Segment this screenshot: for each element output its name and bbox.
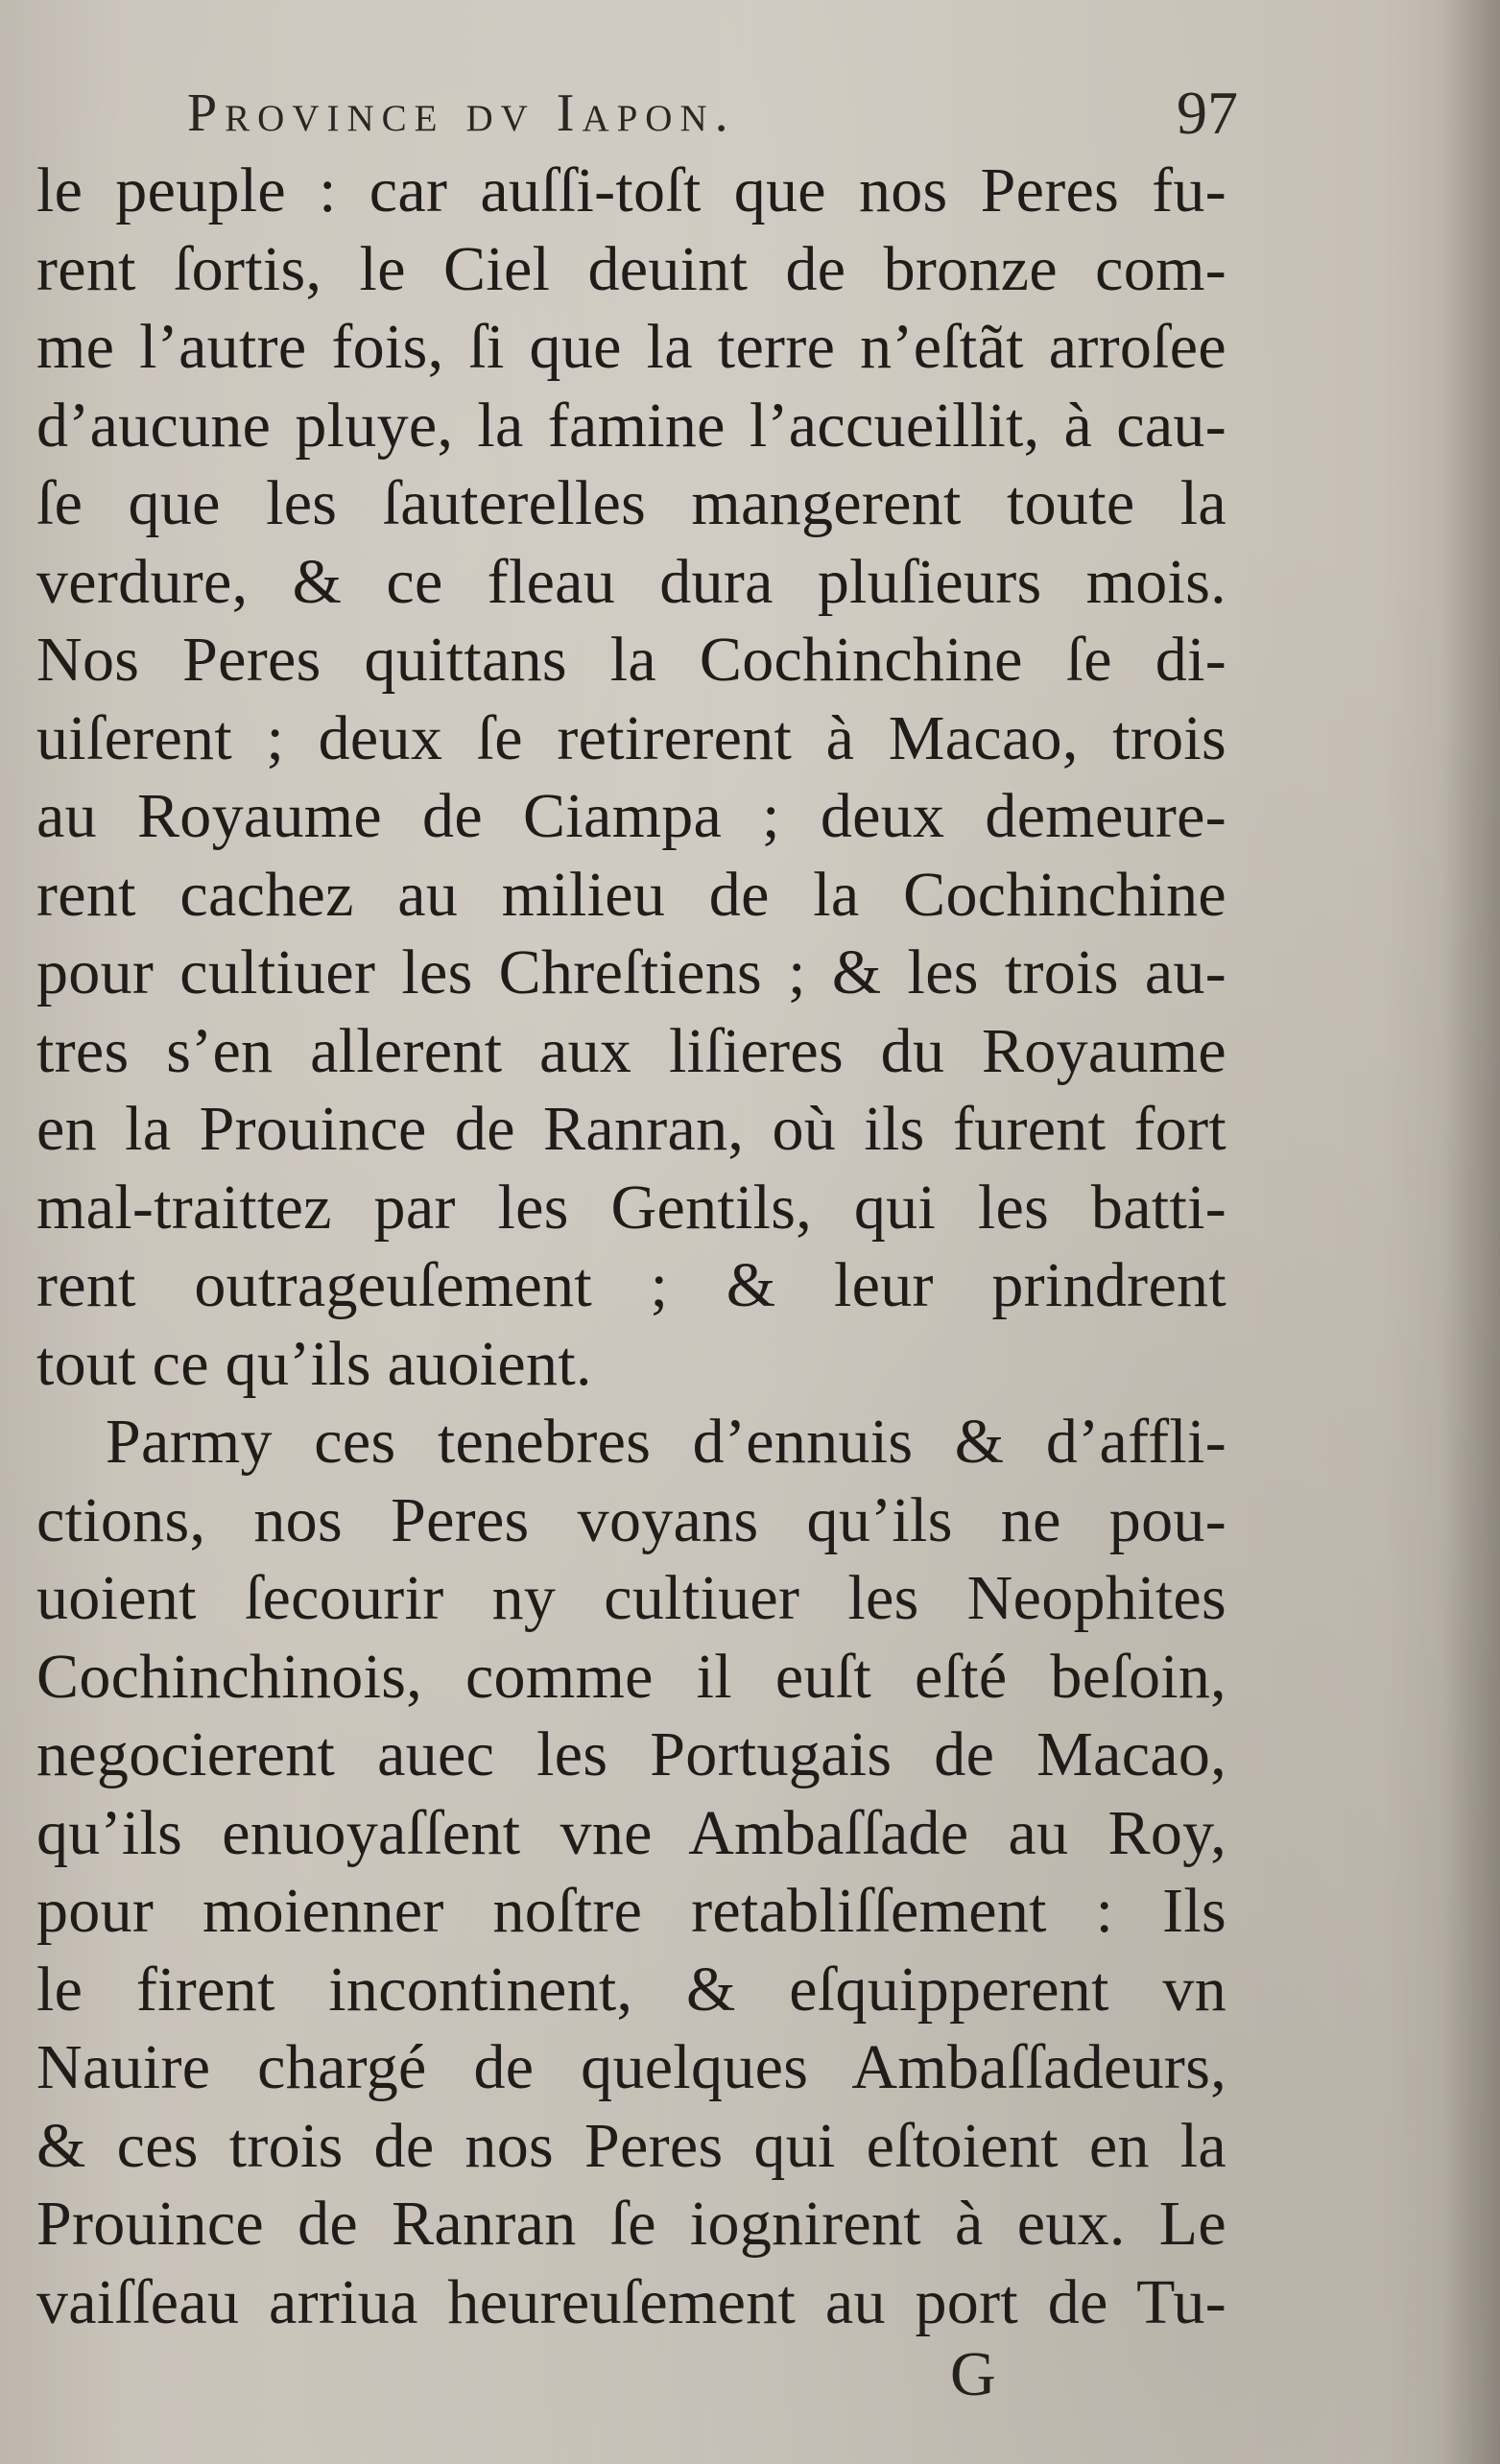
paragraph-start-line: Parmy ces tenebres d’ennuis & d’affli-: [106, 1407, 1226, 1477]
text-line: rent outrageuſement ; & leur prindrent: [36, 1250, 1226, 1320]
text-line: uoient ſecourir ny cultiuer les Neophites: [36, 1563, 1226, 1633]
text-line: qu’ils enuoyaſſent vne Ambaſſade au Roy,: [36, 1797, 1226, 1868]
text-line: en la Prouince de Ranran, où ils furent fort: [36, 1094, 1226, 1164]
text-line: ctions, nos Peres voyans qu’ils ne pou-: [36, 1484, 1226, 1555]
running-head: Province dv Iapon.: [187, 83, 736, 143]
text-line: verdure, & ce fleau dura pluſieurs mois.: [36, 546, 1226, 617]
text-line: negocierent auec les Portugais de Macao,: [36, 1719, 1226, 1789]
page-number: 97: [1177, 79, 1238, 147]
text-line: pour cultiuer les Chreſtiens ; & les trois au-: [36, 937, 1226, 1007]
signature-mark: G: [950, 2339, 996, 2409]
body-text: [36, 152, 1226, 2341]
text-line: rent cachez au milieu de la Cochinchine: [36, 859, 1226, 930]
text-line: tres s’en allerent aux liſieres du Royaume: [36, 1015, 1226, 1086]
text-line: ſe que les ſauterelles mangerent toute la: [36, 468, 1226, 538]
text-line: Prouince de Ranran ſe iognirent à eux. Le: [36, 2189, 1226, 2259]
text-line: mal-traittez par les Gentils, qui les batti-: [36, 1172, 1226, 1243]
text-line: le peuple : car auſſi-toſt que nos Peres fu-: [36, 155, 1226, 225]
text-line: au Royaume de Ciampa ; deux demeure-: [36, 781, 1226, 851]
text-line: Nauire chargé de quelques Ambaſſadeurs,: [36, 2032, 1226, 2102]
text-line: rent ſortis, le Ciel deuint de bronze com-: [36, 233, 1226, 304]
text-line: Cochinchinois, comme il euſt eſté beſoin,: [36, 1641, 1226, 1712]
text-line: pour moienner noſtre retabliſſement : Ils: [36, 1876, 1226, 1946]
text-line: Nos Peres quittans la Cochinchine ſe di-: [36, 625, 1226, 695]
text-line: d’aucune pluye, la famine l’accueillit, à cau-: [36, 390, 1226, 461]
paragraph-end-line: tout ce qu’ils auoient.: [36, 1328, 592, 1399]
text-line: le firent incontinent, & eſquipperent vn: [36, 1954, 1226, 2025]
page-header: [187, 75, 1238, 152]
text-line: me l’autre fois, ſi que la terre n’eſtãt arroſee: [36, 312, 1226, 382]
page-edge-shadow: [1442, 0, 1500, 2464]
text-line: uiſerent ; deux ſe retirerent à Macao, trois: [36, 702, 1226, 773]
text-line: vaiſſeau arriua heureuſement au port de Tu-: [36, 2266, 1226, 2337]
text-line: & ces trois de nos Peres qui eſtoient en la: [36, 2110, 1226, 2181]
